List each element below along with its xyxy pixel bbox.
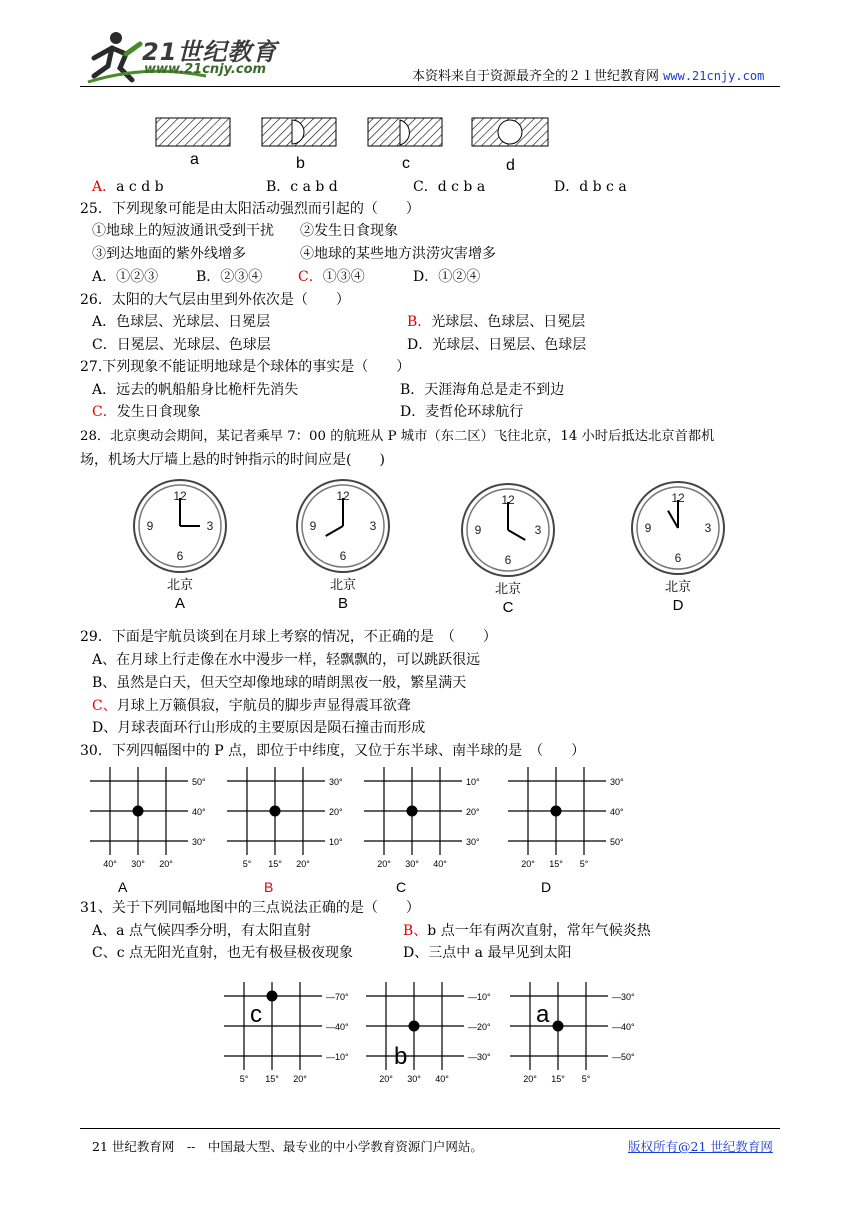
- clock-number: 9: [644, 521, 652, 535]
- q27-option-a: A．远去的帆船船身比桅杆先消失: [92, 382, 299, 398]
- q29-option-d: D、月球表面环行山形成的主要原因是陨石撞击而形成: [92, 720, 426, 736]
- q24-label-c: c: [402, 155, 410, 172]
- point-p-marker: [270, 806, 281, 817]
- longitude-label: 15°: [268, 859, 282, 869]
- site-logo: [86, 24, 286, 86]
- latitude-label: —70°: [326, 992, 349, 1002]
- clock-number: 6: [176, 549, 184, 563]
- clock-b-group: [293, 476, 393, 616]
- header-url: www.21cnjy.com: [663, 69, 765, 83]
- q30-stem: 30．下列四幅图中的 P 点，即位于中纬度，又位于东半球、南半球的是 （ ）: [80, 743, 586, 759]
- q25-option-d: D．①②④: [413, 269, 481, 285]
- longitude-label: 40°: [433, 859, 447, 869]
- clock-number: 9: [146, 519, 154, 533]
- point-letter: a: [536, 1001, 550, 1028]
- q25-item-3: ③到达地面的紫外线增多: [92, 246, 246, 262]
- point-p-marker: [409, 1021, 420, 1032]
- clock-option-label: C: [502, 599, 514, 616]
- q31-option-a: A、a 点气候四季分明，有太阳直射: [92, 923, 311, 939]
- q26-option-c: C．日冕层、光球层、色球层: [92, 337, 271, 353]
- latitude-label: 30°: [329, 777, 343, 787]
- clock-d: [628, 478, 728, 618]
- clock-number: 12: [336, 489, 350, 503]
- q26-stem: 26．太阳的大气层由里到外依次是（ ）: [80, 292, 350, 308]
- clock-number: 3: [534, 523, 542, 537]
- latitude-label: 50°: [192, 777, 206, 787]
- logo-url: www.21cnjy.com: [144, 62, 267, 77]
- clock-option-label: B: [337, 595, 349, 612]
- q26-option-b: B．光球层、色球层、日冕层: [407, 314, 586, 330]
- q31-grid-b: [364, 980, 496, 1088]
- point-p-marker: [267, 991, 278, 1002]
- longitude-label: 30°: [407, 1074, 421, 1084]
- q24-label-a: a: [190, 151, 199, 168]
- longitude-label: 20°: [296, 859, 310, 869]
- longitude-label: 20°: [521, 859, 535, 869]
- clock-number: 3: [369, 519, 377, 533]
- q30-label-b: B: [264, 879, 274, 895]
- longitude-label: 20°: [379, 1074, 393, 1084]
- clock-number: 3: [704, 521, 712, 535]
- q29-stem: 29．下面是宇航员谈到在月球上考察的情况，不正确的是 （ ）: [80, 629, 497, 645]
- latitude-label: 20°: [466, 807, 480, 817]
- clock-number: 9: [474, 523, 482, 537]
- q31-option-b: B、b 点一年有两次直射，常年气候炎热: [403, 923, 651, 939]
- header-notice: 本资料来自于资源最齐全的２１世纪教育网 www.21cnjy.com: [412, 69, 765, 84]
- point-letter: c: [250, 1001, 262, 1028]
- q30-grid-b: [225, 765, 365, 873]
- longitude-label: 30°: [131, 859, 145, 869]
- footer-text: 21 世纪教育网 -- 中国最大型、最专业的中小学教育资源门户网站。: [92, 1139, 483, 1154]
- q29-option-b: B、虽然是白天，但天空却像地球的晴朗黑夜一般，繁星满天: [92, 675, 467, 691]
- clock-d-group: [628, 478, 728, 618]
- q25-stem: 25．下列现象可能是由太阳活动强烈而引起的（ ）: [80, 201, 420, 217]
- clock-number: 6: [504, 553, 512, 567]
- q26-option-d: D．光球层、日冕层、色球层: [407, 337, 587, 353]
- latitude-label: 40°: [610, 807, 624, 817]
- q28-stem-line1: 28．北京奥动会期间，某记者乘早 7：00 的航班从 P 城市（东二区）飞往北京，14 小时后抵达北京首都机: [80, 429, 715, 444]
- q25-option-a: A．①②③: [92, 269, 159, 285]
- q31-option-d: D、三点中 a 最早见到太阳: [403, 945, 572, 961]
- q31-grid-a: [508, 980, 640, 1088]
- latitude-label: 30°: [466, 837, 480, 847]
- q24-figure: [150, 112, 560, 174]
- clock-city-label: 北京: [166, 577, 194, 592]
- q27-option-b: B．天涯海角总是走不到边: [400, 382, 565, 398]
- longitude-label: 20°: [377, 859, 391, 869]
- q30-label-a: A: [118, 879, 128, 895]
- q27-stem: 27.下列现象不能证明地球是个球体的事实是（ ）: [80, 359, 411, 375]
- clock-b: [293, 476, 393, 616]
- point-letter: b: [394, 1043, 408, 1070]
- clock-a: [130, 476, 230, 616]
- longitude-label: 40°: [435, 1074, 449, 1084]
- q31-grid-c: [222, 980, 354, 1088]
- longitude-label: 20°: [523, 1074, 537, 1084]
- point-p-marker: [553, 1021, 564, 1032]
- q31-option-c: C、c 点无阳光直射，也无有极昼极夜现象: [92, 945, 354, 961]
- latitude-label: —40°: [326, 1022, 349, 1032]
- q25-option-c: C．①③④: [298, 269, 365, 285]
- latitude-label: —30°: [468, 1052, 491, 1062]
- latitude-label: —40°: [612, 1022, 635, 1032]
- clock-city-label: 北京: [664, 579, 692, 594]
- q25-item-2: ②发生日食现象: [300, 223, 398, 239]
- footer-copyright-link[interactable]: 版权所有@21 世纪教育网: [628, 1139, 773, 1154]
- clock-number: 3: [206, 519, 214, 533]
- clock-city-label: 北京: [329, 577, 357, 592]
- latitude-label: —10°: [326, 1052, 349, 1062]
- q31-stem: 31、关于下列同幅地图中的三点说法正确的是（ ）: [80, 900, 420, 916]
- logo-title: 21世纪教育: [142, 38, 278, 66]
- clock-number: 12: [501, 493, 515, 507]
- header-rule: [80, 86, 780, 87]
- q30-grid-a: [88, 765, 228, 873]
- latitude-label: 30°: [610, 777, 624, 787]
- clock-c: [458, 480, 558, 620]
- longitude-label: 5°: [239, 1074, 249, 1084]
- clock-number: 9: [309, 519, 317, 533]
- clock-option-label: D: [672, 597, 684, 614]
- latitude-label: —10°: [468, 992, 491, 1002]
- q24-option-c: C．d c b a: [413, 179, 486, 195]
- point-p-marker: [407, 806, 418, 817]
- clock-number: 12: [173, 489, 187, 503]
- q27-option-c: C．发生日食现象: [92, 404, 201, 420]
- q28-stem-line2: 场，机场大厅墙上悬的时钟指示的时间应是( ): [80, 452, 385, 468]
- q24-option-b: B．c a b d: [266, 179, 338, 195]
- q25-item-1: ①地球上的短波通讯受到干扰: [92, 223, 274, 239]
- q24-option-a: A．a c d b: [92, 179, 164, 195]
- q30-label-d: D: [541, 879, 552, 895]
- hatch-box-a: [156, 118, 230, 146]
- latitude-label: 30°: [192, 837, 206, 847]
- q30-grid-c: [362, 765, 502, 873]
- q24-label-d: d: [506, 157, 515, 174]
- q25-item-4: ④地球的某些地方洪涝灾害增多: [300, 246, 496, 262]
- clock-number: 12: [671, 491, 685, 505]
- q24-option-d: D．d b c a: [554, 179, 627, 195]
- longitude-label: 5°: [581, 1074, 591, 1084]
- longitude-label: 15°: [265, 1074, 279, 1084]
- latitude-label: —30°: [612, 992, 635, 1002]
- longitude-label: 5°: [242, 859, 252, 869]
- longitude-label: 20°: [159, 859, 173, 869]
- clock-option-label: A: [174, 595, 186, 612]
- longitude-label: 15°: [551, 1074, 565, 1084]
- clock-number: 6: [674, 551, 682, 565]
- q29-option-a: A、在月球上行走像在水中漫步一样，轻飘飘的，可以跳跃很远: [92, 652, 481, 668]
- q30-label-c: C: [396, 879, 407, 895]
- q24-label-b: b: [296, 155, 305, 172]
- latitude-label: 10°: [329, 837, 343, 847]
- latitude-label: 10°: [466, 777, 480, 787]
- q26-option-a: A．色球层、光球层、日冕层: [92, 314, 271, 330]
- q29-option-c: C、月球上万籁俱寂，宇航员的脚步声显得震耳欲聋: [92, 698, 411, 714]
- clock-number: 6: [339, 549, 347, 563]
- point-p-marker: [551, 806, 562, 817]
- longitude-label: 20°: [293, 1074, 307, 1084]
- footer-rule: [80, 1128, 780, 1129]
- longitude-label: 15°: [549, 859, 563, 869]
- q25-option-b: B．②③④: [196, 269, 263, 285]
- latitude-label: —50°: [612, 1052, 635, 1062]
- latitude-label: 50°: [610, 837, 624, 847]
- clock-city-label: 北京: [494, 581, 522, 596]
- longitude-label: 30°: [405, 859, 419, 869]
- latitude-label: 40°: [192, 807, 206, 817]
- clock-c-group: [458, 480, 558, 620]
- q27-option-d: D．麦哲伦环球航行: [400, 404, 524, 420]
- q30-grid-d: [506, 765, 646, 873]
- latitude-label: 20°: [329, 807, 343, 817]
- clock-a-group: [130, 476, 230, 616]
- longitude-label: 5°: [579, 859, 589, 869]
- longitude-label: 40°: [103, 859, 117, 869]
- point-p-marker: [133, 806, 144, 817]
- latitude-label: —20°: [468, 1022, 491, 1032]
